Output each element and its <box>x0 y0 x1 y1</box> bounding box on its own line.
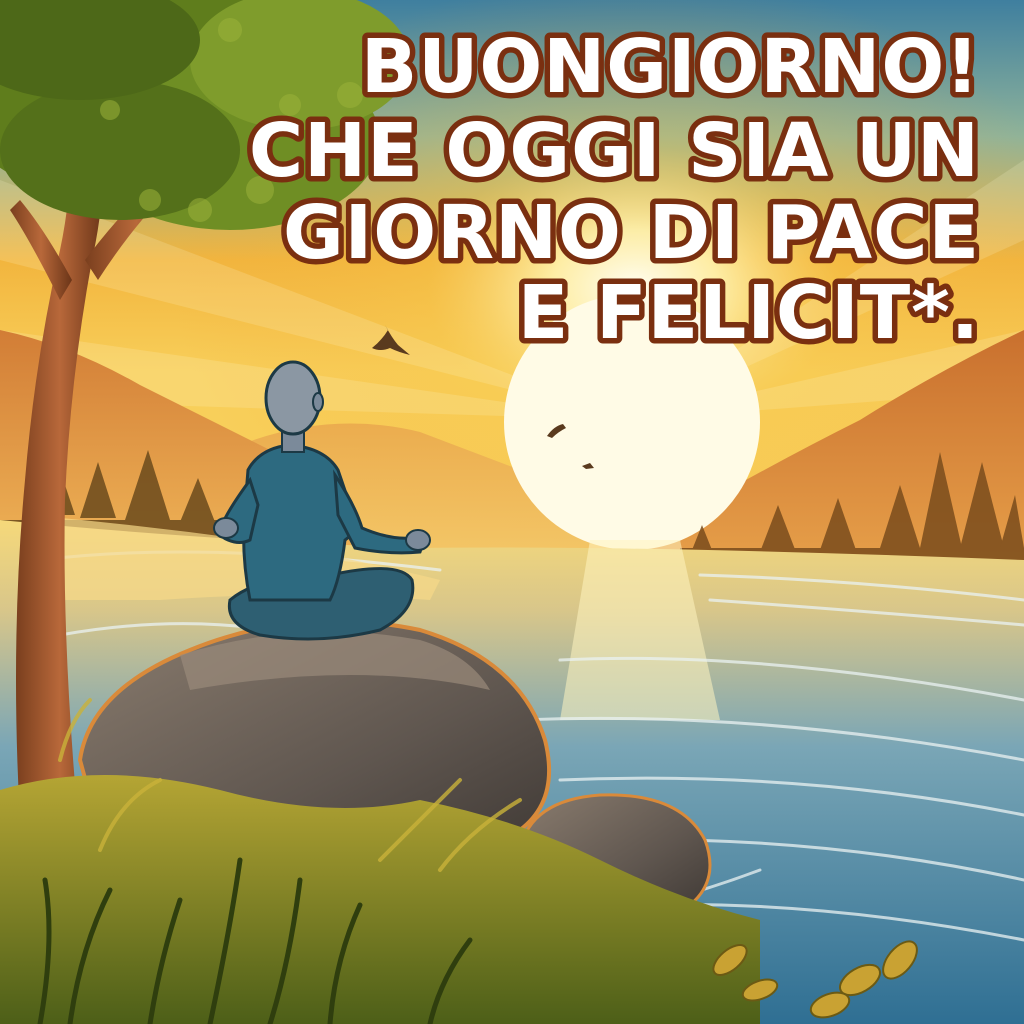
greeting-line-1: BUONGIORNO! <box>360 24 980 110</box>
greeting-line-2: CHE OGGI SIA UN <box>248 108 980 194</box>
greeting-line-3: GIORNO DI PACE <box>282 190 980 276</box>
greeting-line-4: E FELICIT*. <box>517 270 980 356</box>
